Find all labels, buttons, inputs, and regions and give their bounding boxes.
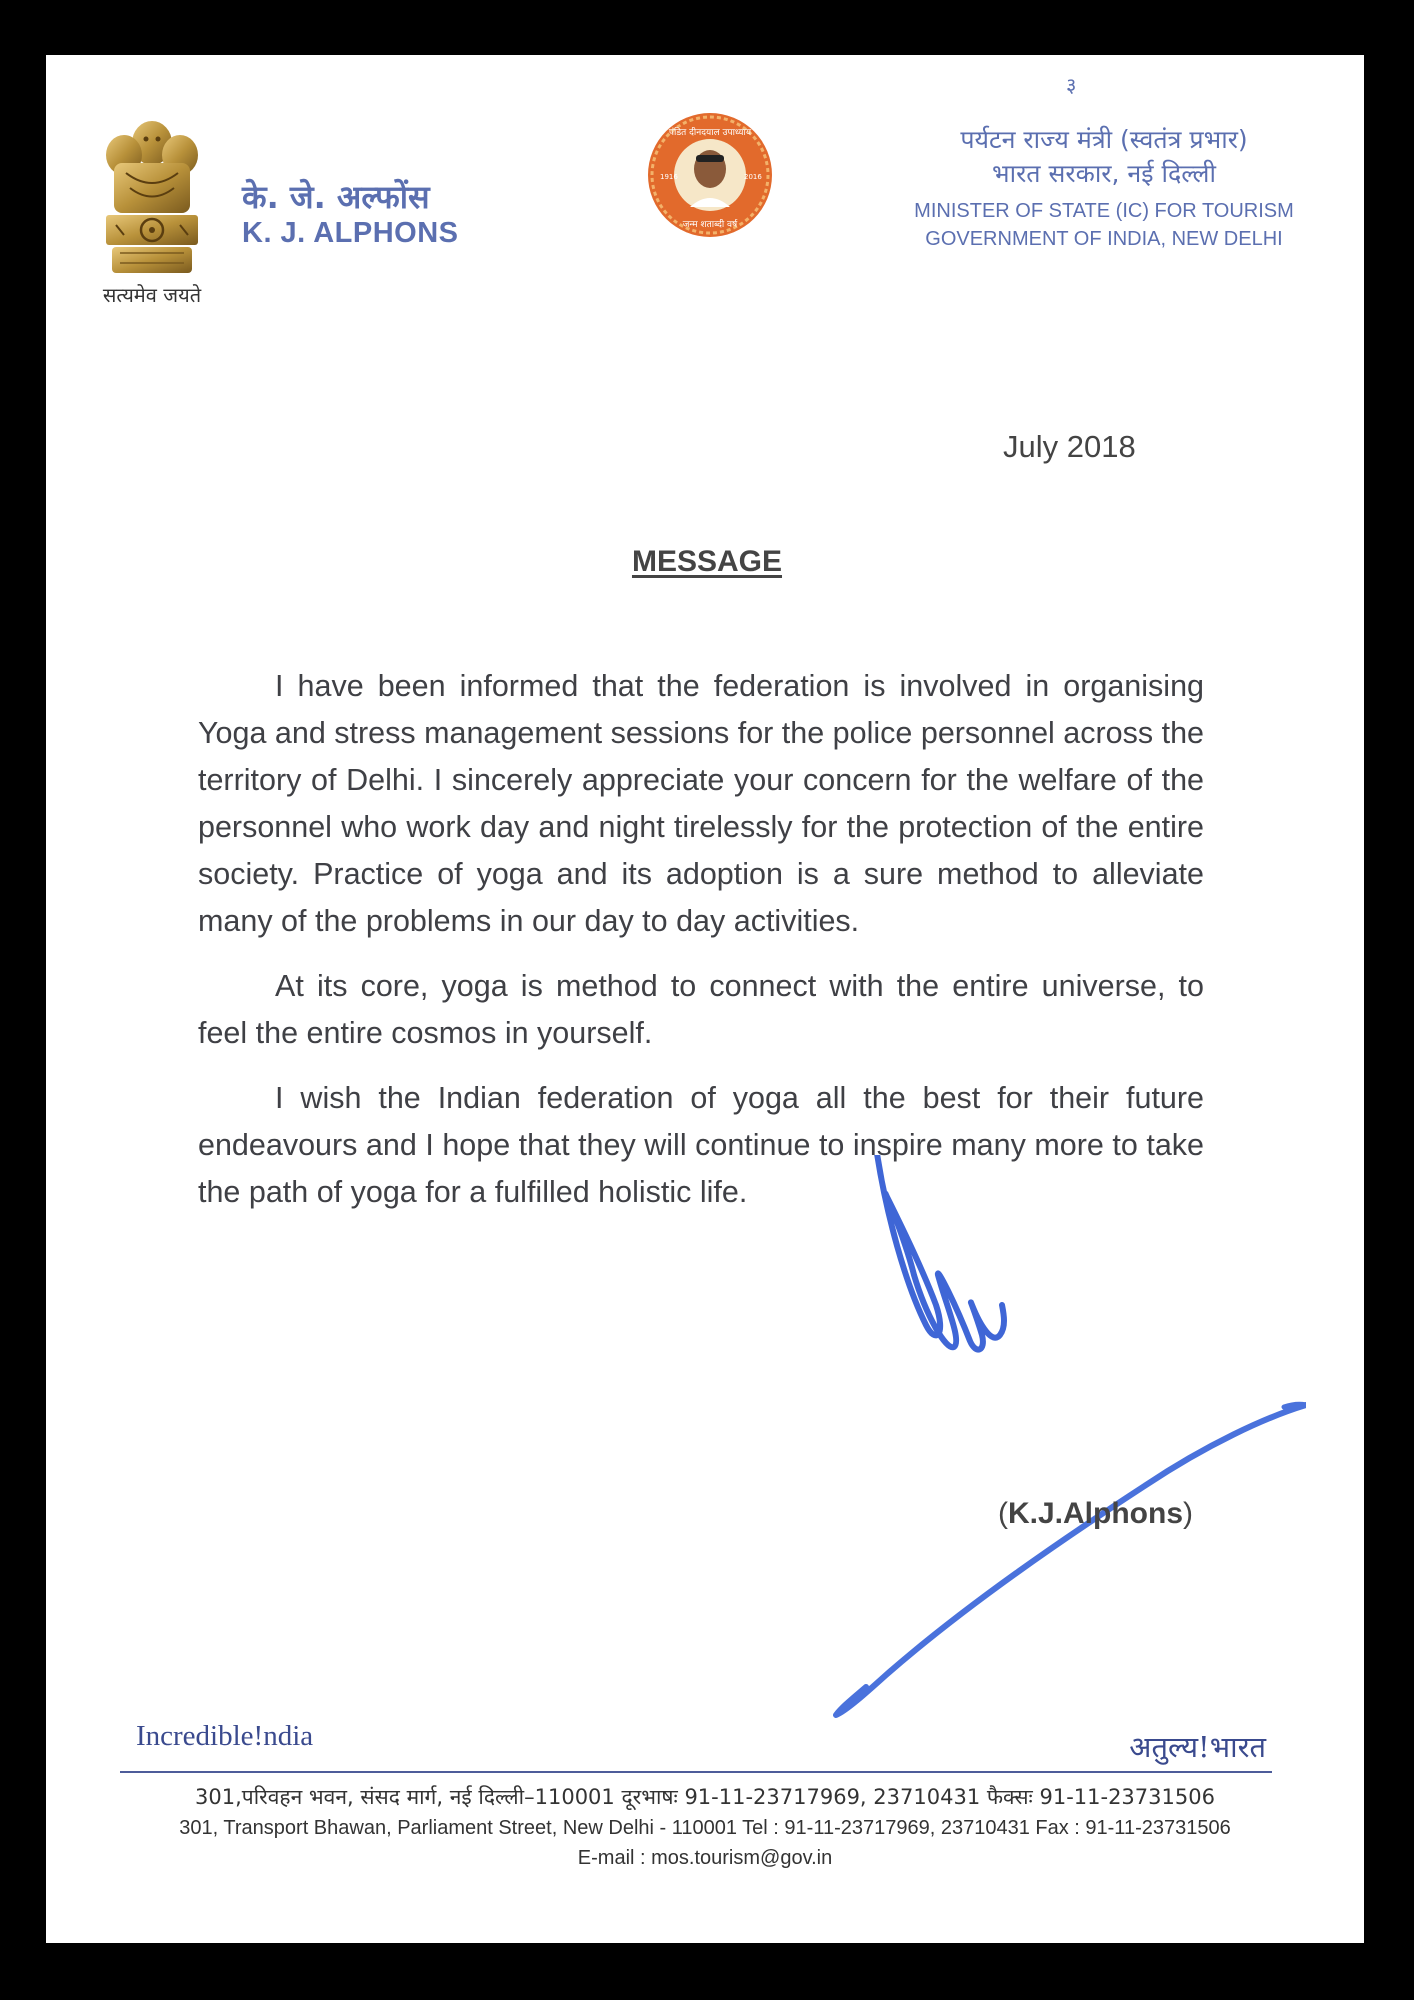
state-emblem-icon	[96, 113, 208, 283]
incredible-india-logo: Incredible!ndia	[136, 1720, 314, 1752]
seal-text-top: पंडित दीनदयाल उपाध्याय	[668, 128, 752, 138]
message-paragraph: I wish the Indian federation of yoga all the best for their future endeavours and I hope that they will continue to inspire many more to take the path of yoga for a fulfilled holistic life.	[198, 1081, 1204, 1209]
signer-open-paren: (	[998, 1497, 1008, 1530]
seal-year-left: 1916	[660, 173, 678, 181]
emblem-motto: सत्यमेव जयते	[102, 283, 202, 307]
office-english-line1: MINISTER OF STATE (IC) FOR TOURISM	[914, 200, 1294, 222]
letter-date: July 2018	[1003, 429, 1136, 464]
office-hindi-line1: पर्यटन राज्य मंत्री (स्वतंत्र प्रभार)	[960, 125, 1248, 154]
seal-text-bottom: जन्म शताब्दी वर्ष	[682, 220, 738, 230]
address-english: 301, Transport Bhawan, Parliament Street, New Delhi - 110001 Tel : 91-11-23717969, 23710431 Fax : 91-11-23731506	[179, 1817, 1231, 1839]
signer-name: K.J.Alphons	[1008, 1497, 1184, 1530]
address-hindi: 301,परिवहन भवन, संसद मार्ग, नई दिल्ली–110001 दूरभाषः 91-11-23717969, 23710431 फैक्सः 91-11-23731506	[195, 1785, 1215, 1809]
office-hindi-line2: भारत सरकार, नई दिल्ली	[992, 159, 1216, 188]
name-hindi: के. जे. अल्फोंस	[242, 178, 430, 216]
office-english-line2: GOVERNMENT OF INDIA, NEW DELHI	[925, 228, 1283, 250]
page-mark: ३	[1066, 73, 1077, 97]
signer-close-paren: )	[1183, 1497, 1194, 1530]
contact-email: E-mail : mos.tourism@gov.in	[577, 1847, 833, 1869]
message-body	[198, 663, 1204, 1234]
seal-year-right: 2016	[744, 173, 762, 181]
name-english: K. J. ALPHONS	[242, 217, 459, 249]
message-paragraph: I have been informed that the federation is involved in organising Yoga and stress management sessions for the police personnel across the territory of Delhi. I sincerely appreciate your concern for the welfare of the personnel who work day and night tirelessly for the protection of the entire society. Practice of yoga and its adoption is a sure method to alleviate many of the problems in our day to day activities.	[198, 669, 1204, 938]
office-block	[884, 123, 1324, 253]
signer-name-block	[998, 1497, 1193, 1531]
centenary-seal-icon	[646, 111, 774, 239]
letter-page	[46, 55, 1364, 1943]
message-paragraph: At its core, yoga is method to connect with the entire universe, to feel the entire cosmos in yourself.	[198, 969, 1204, 1050]
message-heading: MESSAGE	[631, 545, 783, 578]
handwritten-signature	[786, 1155, 1306, 1735]
atulya-bharat-logo: अतुल्य!भारत	[1129, 1730, 1266, 1764]
footer-divider	[120, 1771, 1272, 1773]
